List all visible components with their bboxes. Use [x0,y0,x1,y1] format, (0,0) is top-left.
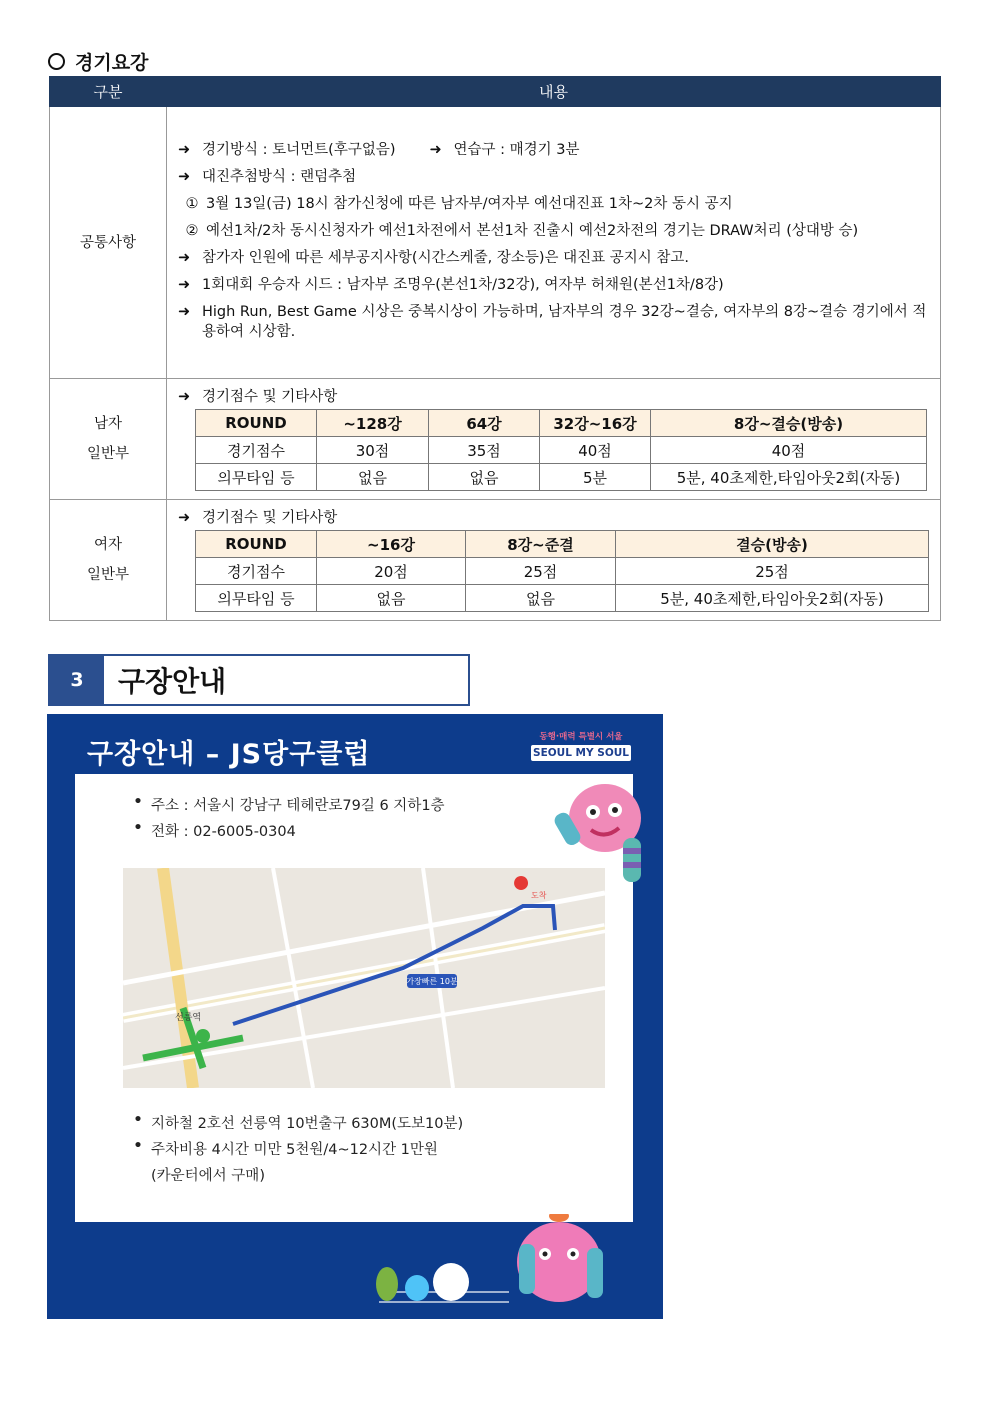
arrow-icon: ➜ [178,168,191,185]
map-destination-label: 도착 [531,891,547,900]
men-label: 남자 일반부 [50,379,167,500]
table-cell: ROUND [196,410,317,437]
match-format: 경기방식 : 토너먼트(후구없음) [202,141,396,158]
header-content: 내용 [167,77,941,107]
arrow-icon: ➜ [178,510,191,526]
item-number: ① [185,195,199,212]
header-category: 구분 [50,77,167,107]
arrow-icon: ➜ [178,276,191,293]
arrow-icon: ➜ [429,141,442,158]
arrow-icon: ➜ [178,389,191,405]
draw-rule: 예선1차/2차 동시신청자가 예선1차전에서 본선1차 진출시 예선2차전의 경기는 DRAW처리 (상대방 승) [206,222,859,239]
table-cell: ROUND [196,531,317,558]
address-line: • 주소 : 서울시 강남구 테헤란로79길 6 지하1층 [133,794,445,814]
women-score-table [195,530,929,612]
table-cell: ~128강 [317,410,429,437]
table-cell: 25점 [616,558,929,585]
circle-bullet-icon [48,53,65,70]
table-cell: 경기점수 [196,437,317,464]
arrow-icon: ➜ [178,249,191,266]
women-intro: 경기점수 및 기타사항 [202,510,338,526]
table-cell: 40점 [540,437,651,464]
map-route-label: 가장빠른 10분 [406,977,458,986]
award-info: High Run, Best Game 시상은 중복시상이 가능하며, 남자부의 경우 32강~결승, 여자부의 8강~결승 경기에서 적용하여 시상함. [202,303,927,340]
table-cell: 의무타임 등 [196,585,317,612]
draw-notice: 3월 13일(금) 18시 참가신청에 따른 남자부/여자부 예선대진표 1차~2차 동시 공지 [206,195,733,212]
women-label: 여자 일반부 [50,500,167,621]
common-content [168,129,939,357]
poster-title: 구장안내 – JS당구클럽 [87,739,371,770]
table-cell: 없음 [317,585,466,612]
section-heading [48,48,148,75]
practice-info: 연습구 : 매경기 3분 [453,141,580,158]
table-cell: 5분, 40초제한,타임아웃2회(자동) [651,464,927,491]
parking-line: • 주차비용 4시간 미만 5천원/4~12시간 1만원 [133,1138,438,1158]
subway-line: • 지하철 2호선 선릉역 10번출구 630M(도보10분) [133,1112,464,1132]
table-cell: 의무타임 등 [196,464,317,491]
map-station-label: 선릉역 [175,1013,202,1023]
table-cell: 32강~16강 [540,410,651,437]
table-cell: ~16강 [317,531,466,558]
draw-method: 대진추첨방식 : 랜덤추첨 [202,168,357,185]
men-intro: 경기점수 및 기타사항 [202,389,338,405]
table-cell: 5분, 40초제한,타임아웃2회(자동) [616,585,929,612]
table-cell: 20점 [317,558,466,585]
item-number: ② [185,222,199,239]
table-cell: 64강 [429,410,540,437]
table-cell: 결승(방송) [616,531,929,558]
table-cell: 25점 [466,558,616,585]
table-cell: 경기점수 [196,558,317,585]
section-title: 경기요강 [75,52,149,74]
common-label: 공통사항 [50,107,167,379]
mascot-group-icon [369,1214,619,1318]
table-cell: 5분 [540,464,651,491]
seed-info: 1회대회 우승자 시드 : 남자부 조명우(본선1차/32강), 여자부 허채원(본선1차/8강) [202,276,724,293]
table-cell: 없음 [317,464,429,491]
section-number: 3 [50,656,104,704]
table-cell: 없음 [429,464,540,491]
parking-note: (카운터에서 구매) [151,1168,265,1184]
schedule-notice: 참가자 인원에 따른 세부공지사항(시간스케줄, 장소등)은 대진표 공지시 참고. [202,249,690,266]
arrow-icon: ➜ [178,303,191,320]
location-map [123,868,605,1088]
map-image [123,868,605,1088]
table-cell: 35점 [429,437,540,464]
venue-poster [47,714,663,1319]
competition-rules-table [49,76,941,621]
phone-line: • 전화 : 02-6005-0304 [133,820,296,840]
venue-section-header [48,654,470,706]
table-cell: 8강~준결 [466,531,616,558]
section-title: 구장안내 [118,665,227,698]
table-cell: 30점 [317,437,429,464]
seoul-logo: 동행·매력 특별시 서울 SEOUL MY SOUL [531,730,631,764]
table-cell: 40점 [651,437,927,464]
table-cell: 없음 [466,585,616,612]
table-cell: 8강~결승(방송) [651,410,927,437]
men-score-table [195,409,927,491]
arrow-icon: ➜ [178,141,191,158]
